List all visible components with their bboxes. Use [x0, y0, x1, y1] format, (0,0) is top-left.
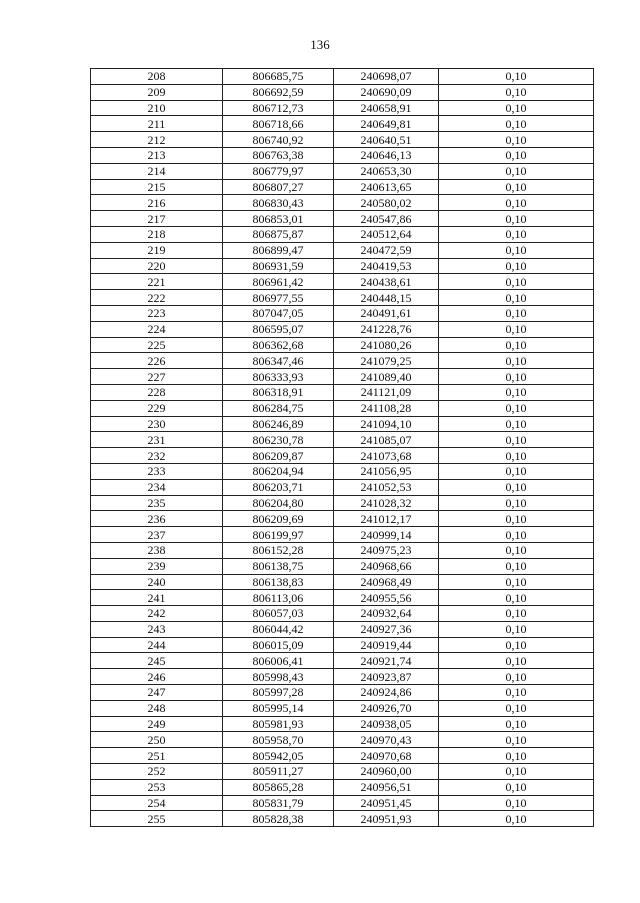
accuracy-cell: 0,10 [439, 669, 594, 685]
point-number-cell: 229 [91, 400, 223, 416]
accuracy-cell: 0,10 [439, 353, 594, 369]
point-number-cell: 227 [91, 369, 223, 385]
point-number-cell: 245 [91, 653, 223, 669]
table-row [91, 116, 594, 132]
y-coordinate-cell: 241085,07 [334, 432, 439, 448]
table-row [91, 163, 594, 179]
x-coordinate-cell: 805942,05 [223, 748, 334, 764]
x-coordinate-cell: 806204,80 [223, 495, 334, 511]
table-row [91, 779, 594, 795]
y-coordinate-cell: 240932,64 [334, 606, 439, 622]
y-coordinate-cell: 240653,30 [334, 163, 439, 179]
accuracy-cell: 0,10 [439, 384, 594, 400]
x-coordinate-cell: 806318,91 [223, 384, 334, 400]
accuracy-cell: 0,10 [439, 795, 594, 811]
accuracy-cell: 0,10 [439, 116, 594, 132]
accuracy-cell: 0,10 [439, 305, 594, 321]
point-number-cell: 249 [91, 716, 223, 732]
x-coordinate-cell: 806853,01 [223, 211, 334, 227]
y-coordinate-cell: 241080,26 [334, 337, 439, 353]
x-coordinate-cell: 806718,66 [223, 116, 334, 132]
y-coordinate-cell: 240970,43 [334, 732, 439, 748]
accuracy-cell: 0,10 [439, 590, 594, 606]
point-number-cell: 214 [91, 163, 223, 179]
x-coordinate-cell: 805997,28 [223, 685, 334, 701]
table-row [91, 416, 594, 432]
y-coordinate-cell: 240512,64 [334, 226, 439, 242]
point-number-cell: 243 [91, 621, 223, 637]
accuracy-cell: 0,10 [439, 779, 594, 795]
point-number-cell: 218 [91, 226, 223, 242]
table-row [91, 669, 594, 685]
accuracy-cell: 0,10 [439, 274, 594, 290]
x-coordinate-cell: 806595,07 [223, 321, 334, 337]
x-coordinate-cell: 806006,41 [223, 653, 334, 669]
point-number-cell: 224 [91, 321, 223, 337]
point-number-cell: 232 [91, 448, 223, 464]
y-coordinate-cell: 241121,09 [334, 384, 439, 400]
point-number-cell: 234 [91, 479, 223, 495]
y-coordinate-cell: 240968,49 [334, 574, 439, 590]
x-coordinate-cell: 806204,94 [223, 463, 334, 479]
accuracy-cell: 0,10 [439, 179, 594, 195]
table-body [91, 69, 594, 827]
x-coordinate-cell: 806779,97 [223, 163, 334, 179]
y-coordinate-cell: 240999,14 [334, 527, 439, 543]
y-coordinate-cell: 241228,76 [334, 321, 439, 337]
x-coordinate-cell: 806284,75 [223, 400, 334, 416]
accuracy-cell: 0,10 [439, 226, 594, 242]
table-row [91, 637, 594, 653]
x-coordinate-cell: 806692,59 [223, 84, 334, 100]
y-coordinate-cell: 240690,09 [334, 84, 439, 100]
point-number-cell: 250 [91, 732, 223, 748]
accuracy-cell: 0,10 [439, 432, 594, 448]
y-coordinate-cell: 240927,36 [334, 621, 439, 637]
y-coordinate-cell: 241108,28 [334, 400, 439, 416]
point-number-cell: 217 [91, 211, 223, 227]
table-row [91, 211, 594, 227]
x-coordinate-cell: 806830,43 [223, 195, 334, 211]
accuracy-cell: 0,10 [439, 290, 594, 306]
point-number-cell: 251 [91, 748, 223, 764]
y-coordinate-cell: 241052,53 [334, 479, 439, 495]
y-coordinate-cell: 240649,81 [334, 116, 439, 132]
y-coordinate-cell: 240938,05 [334, 716, 439, 732]
y-coordinate-cell: 241079,25 [334, 353, 439, 369]
table-row [91, 716, 594, 732]
point-number-cell: 226 [91, 353, 223, 369]
point-number-cell: 231 [91, 432, 223, 448]
x-coordinate-cell: 806961,42 [223, 274, 334, 290]
table-row [91, 590, 594, 606]
y-coordinate-cell: 240919,44 [334, 637, 439, 653]
accuracy-cell: 0,10 [439, 416, 594, 432]
point-number-cell: 235 [91, 495, 223, 511]
y-coordinate-cell: 240924,86 [334, 685, 439, 701]
y-coordinate-cell: 240951,45 [334, 795, 439, 811]
x-coordinate-cell: 806899,47 [223, 242, 334, 258]
table-row [91, 795, 594, 811]
y-coordinate-cell: 240921,74 [334, 653, 439, 669]
table-row [91, 84, 594, 100]
y-coordinate-cell: 240613,65 [334, 179, 439, 195]
accuracy-cell: 0,10 [439, 685, 594, 701]
x-coordinate-cell: 806685,75 [223, 69, 334, 85]
accuracy-cell: 0,10 [439, 621, 594, 637]
y-coordinate-cell: 241089,40 [334, 369, 439, 385]
point-number-cell: 225 [91, 337, 223, 353]
x-coordinate-cell: 805831,79 [223, 795, 334, 811]
table-row [91, 369, 594, 385]
y-coordinate-cell: 240640,51 [334, 132, 439, 148]
accuracy-cell: 0,10 [439, 337, 594, 353]
y-coordinate-cell: 240955,56 [334, 590, 439, 606]
x-coordinate-cell: 805828,38 [223, 811, 334, 827]
table-row [91, 732, 594, 748]
table-row [91, 448, 594, 464]
x-coordinate-cell: 805958,70 [223, 732, 334, 748]
point-number-cell: 237 [91, 527, 223, 543]
x-coordinate-cell: 806712,73 [223, 100, 334, 116]
x-coordinate-cell: 806931,59 [223, 258, 334, 274]
accuracy-cell: 0,10 [439, 653, 594, 669]
table-row [91, 179, 594, 195]
y-coordinate-cell: 240968,66 [334, 558, 439, 574]
x-coordinate-cell: 806333,93 [223, 369, 334, 385]
table-row [91, 700, 594, 716]
y-coordinate-cell: 240926,70 [334, 700, 439, 716]
accuracy-cell: 0,10 [439, 527, 594, 543]
table-row [91, 764, 594, 780]
table-row [91, 69, 594, 85]
table-row [91, 258, 594, 274]
y-coordinate-cell: 240956,51 [334, 779, 439, 795]
point-number-cell: 253 [91, 779, 223, 795]
x-coordinate-cell: 806152,28 [223, 542, 334, 558]
table-row [91, 811, 594, 827]
x-coordinate-cell: 806875,87 [223, 226, 334, 242]
accuracy-cell: 0,10 [439, 258, 594, 274]
accuracy-cell: 0,10 [439, 321, 594, 337]
y-coordinate-cell: 240951,93 [334, 811, 439, 827]
x-coordinate-cell: 806199,97 [223, 527, 334, 543]
point-number-cell: 240 [91, 574, 223, 590]
accuracy-cell: 0,10 [439, 463, 594, 479]
x-coordinate-cell: 806209,69 [223, 511, 334, 527]
accuracy-cell: 0,10 [439, 637, 594, 653]
table-row [91, 574, 594, 590]
y-coordinate-cell: 240547,86 [334, 211, 439, 227]
accuracy-cell: 0,10 [439, 764, 594, 780]
accuracy-cell: 0,10 [439, 748, 594, 764]
point-number-cell: 255 [91, 811, 223, 827]
accuracy-cell: 0,10 [439, 147, 594, 163]
point-number-cell: 215 [91, 179, 223, 195]
y-coordinate-cell: 241012,17 [334, 511, 439, 527]
table-row [91, 337, 594, 353]
y-coordinate-cell: 241028,32 [334, 495, 439, 511]
table-row [91, 321, 594, 337]
point-number-cell: 216 [91, 195, 223, 211]
x-coordinate-cell: 806057,03 [223, 606, 334, 622]
point-number-cell: 230 [91, 416, 223, 432]
table-row [91, 685, 594, 701]
accuracy-cell: 0,10 [439, 163, 594, 179]
table-row [91, 511, 594, 527]
x-coordinate-cell: 805981,93 [223, 716, 334, 732]
x-coordinate-cell: 806977,55 [223, 290, 334, 306]
accuracy-cell: 0,10 [439, 606, 594, 622]
coordinates-table [90, 68, 594, 827]
table-row [91, 542, 594, 558]
point-number-cell: 238 [91, 542, 223, 558]
accuracy-cell: 0,10 [439, 558, 594, 574]
point-number-cell: 236 [91, 511, 223, 527]
x-coordinate-cell: 806740,92 [223, 132, 334, 148]
y-coordinate-cell: 241056,95 [334, 463, 439, 479]
y-coordinate-cell: 240960,00 [334, 764, 439, 780]
y-coordinate-cell: 241094,10 [334, 416, 439, 432]
x-coordinate-cell: 806230,78 [223, 432, 334, 448]
accuracy-cell: 0,10 [439, 369, 594, 385]
accuracy-cell: 0,10 [439, 84, 594, 100]
accuracy-cell: 0,10 [439, 811, 594, 827]
x-coordinate-cell: 806807,27 [223, 179, 334, 195]
point-number-cell: 252 [91, 764, 223, 780]
y-coordinate-cell: 240975,23 [334, 542, 439, 558]
table-row [91, 274, 594, 290]
table-row [91, 400, 594, 416]
point-number-cell: 244 [91, 637, 223, 653]
accuracy-cell: 0,10 [439, 511, 594, 527]
table-row [91, 495, 594, 511]
accuracy-cell: 0,10 [439, 211, 594, 227]
point-number-cell: 221 [91, 274, 223, 290]
table-row [91, 147, 594, 163]
point-number-cell: 233 [91, 463, 223, 479]
x-coordinate-cell: 806203,71 [223, 479, 334, 495]
x-coordinate-cell: 805865,28 [223, 779, 334, 795]
page-number: 136 [310, 37, 330, 52]
y-coordinate-cell: 241073,68 [334, 448, 439, 464]
table-row [91, 242, 594, 258]
point-number-cell: 239 [91, 558, 223, 574]
x-coordinate-cell: 805995,14 [223, 700, 334, 716]
y-coordinate-cell: 240419,53 [334, 258, 439, 274]
x-coordinate-cell: 806138,83 [223, 574, 334, 590]
table-row [91, 100, 594, 116]
point-number-cell: 246 [91, 669, 223, 685]
table-row [91, 463, 594, 479]
table-row [91, 132, 594, 148]
accuracy-cell: 0,10 [439, 574, 594, 590]
x-coordinate-cell: 805911,27 [223, 764, 334, 780]
table-row [91, 384, 594, 400]
x-coordinate-cell: 806246,89 [223, 416, 334, 432]
accuracy-cell: 0,10 [439, 495, 594, 511]
accuracy-cell: 0,10 [439, 69, 594, 85]
accuracy-cell: 0,10 [439, 100, 594, 116]
x-coordinate-cell: 806015,09 [223, 637, 334, 653]
accuracy-cell: 0,10 [439, 479, 594, 495]
point-number-cell: 208 [91, 69, 223, 85]
table-row [91, 195, 594, 211]
point-number-cell: 254 [91, 795, 223, 811]
point-number-cell: 219 [91, 242, 223, 258]
accuracy-cell: 0,10 [439, 195, 594, 211]
y-coordinate-cell: 240658,91 [334, 100, 439, 116]
table-row [91, 606, 594, 622]
accuracy-cell: 0,10 [439, 448, 594, 464]
table-row [91, 290, 594, 306]
accuracy-cell: 0,10 [439, 716, 594, 732]
point-number-cell: 211 [91, 116, 223, 132]
x-coordinate-cell: 806138,75 [223, 558, 334, 574]
table-row [91, 353, 594, 369]
y-coordinate-cell: 240698,07 [334, 69, 439, 85]
table-row [91, 653, 594, 669]
table-row [91, 479, 594, 495]
point-number-cell: 210 [91, 100, 223, 116]
accuracy-cell: 0,10 [439, 732, 594, 748]
table-row [91, 432, 594, 448]
table-row [91, 621, 594, 637]
y-coordinate-cell: 240923,87 [334, 669, 439, 685]
table-row [91, 226, 594, 242]
point-number-cell: 213 [91, 147, 223, 163]
point-number-cell: 248 [91, 700, 223, 716]
accuracy-cell: 0,10 [439, 700, 594, 716]
point-number-cell: 222 [91, 290, 223, 306]
accuracy-cell: 0,10 [439, 132, 594, 148]
accuracy-cell: 0,10 [439, 542, 594, 558]
accuracy-cell: 0,10 [439, 242, 594, 258]
y-coordinate-cell: 240646,13 [334, 147, 439, 163]
point-number-cell: 241 [91, 590, 223, 606]
y-coordinate-cell: 240970,68 [334, 748, 439, 764]
y-coordinate-cell: 240472,59 [334, 242, 439, 258]
table-row [91, 305, 594, 321]
x-coordinate-cell: 806044,42 [223, 621, 334, 637]
table-row [91, 558, 594, 574]
point-number-cell: 212 [91, 132, 223, 148]
accuracy-cell: 0,10 [439, 400, 594, 416]
table-row [91, 748, 594, 764]
point-number-cell: 220 [91, 258, 223, 274]
point-number-cell: 242 [91, 606, 223, 622]
point-number-cell: 228 [91, 384, 223, 400]
x-coordinate-cell: 806209,87 [223, 448, 334, 464]
y-coordinate-cell: 240580,02 [334, 195, 439, 211]
point-number-cell: 247 [91, 685, 223, 701]
x-coordinate-cell: 807047,05 [223, 305, 334, 321]
table-row [91, 527, 594, 543]
point-number-cell: 223 [91, 305, 223, 321]
x-coordinate-cell: 806362,68 [223, 337, 334, 353]
x-coordinate-cell: 805998,43 [223, 669, 334, 685]
x-coordinate-cell: 806113,06 [223, 590, 334, 606]
x-coordinate-cell: 806347,46 [223, 353, 334, 369]
y-coordinate-cell: 240448,15 [334, 290, 439, 306]
x-coordinate-cell: 806763,38 [223, 147, 334, 163]
point-number-cell: 209 [91, 84, 223, 100]
y-coordinate-cell: 240491,61 [334, 305, 439, 321]
y-coordinate-cell: 240438,61 [334, 274, 439, 290]
